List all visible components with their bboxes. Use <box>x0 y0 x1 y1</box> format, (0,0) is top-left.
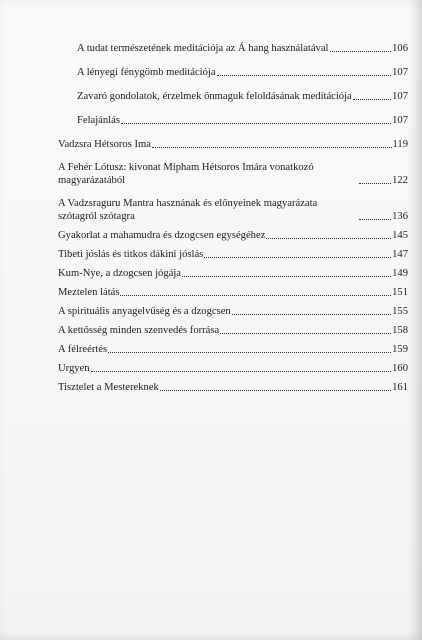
dot-leader <box>152 147 392 148</box>
toc-entry-title: A Fehér Lótusz: kivonat Mipham Hétsoros Imára vonatkozó magyarázatából <box>58 162 314 186</box>
toc-entry-page-number: 155 <box>392 306 408 317</box>
toc-entry-title: A kettősség minden szenvedés forrása <box>58 325 220 336</box>
toc-entry-title: Tibeti jóslás és titkos dákini jóslás <box>58 249 204 260</box>
dot-leader <box>91 371 392 372</box>
toc-entry-page-number: 159 <box>392 344 408 355</box>
toc-entry-title: Meztelen látás <box>58 287 120 298</box>
toc-entry <box>58 161 408 187</box>
toc-entry-page-number: 158 <box>392 325 408 336</box>
dot-leader <box>232 314 391 315</box>
toc-entry-page-number: 119 <box>392 139 408 150</box>
toc-entry-page-number: 151 <box>392 287 408 298</box>
toc-entry-page-number: 136 <box>392 211 408 222</box>
dot-leader <box>330 51 392 52</box>
toc-entry-title: Gyakorlat a mahamudra és dzogcsen egységéhez <box>58 230 266 241</box>
toc-entry <box>58 362 408 375</box>
dot-leader <box>120 295 391 296</box>
dot-leader <box>121 123 391 124</box>
toc-entry-page-number: 107 <box>392 115 408 126</box>
dot-leader <box>359 219 391 220</box>
dot-leader <box>359 183 391 184</box>
toc-entry-title: Zavaró gondolatok, érzelmek önmaguk feloldásának meditációja <box>77 91 352 102</box>
toc-entry-title: Tisztelet a Mestereknek <box>58 382 159 393</box>
dot-leader <box>266 238 391 239</box>
dot-leader <box>217 75 392 76</box>
toc-entry <box>58 248 408 261</box>
dot-leader <box>160 390 391 391</box>
toc-entry <box>58 381 408 394</box>
dot-leader <box>108 352 391 353</box>
toc-entry-page-number: 107 <box>392 67 408 78</box>
toc-entry <box>58 324 408 337</box>
toc-entry <box>58 343 408 356</box>
toc-entry-page-number: 161 <box>392 382 408 393</box>
toc-entry <box>58 90 408 103</box>
toc-entry-title: A spirituális anyagelvűség és a dzogcsen <box>58 306 231 317</box>
toc-entry-title: Kum-Nye, a dzogcsen jógája <box>58 268 181 279</box>
toc-entry-page-number: 122 <box>392 175 408 186</box>
toc-entry-title: A félreértés <box>58 344 108 355</box>
toc-entry <box>58 197 408 223</box>
toc-entry-page-number: 149 <box>392 268 408 279</box>
toc-entry <box>58 42 408 55</box>
toc-entry-page-number: 106 <box>392 43 408 54</box>
dot-leader <box>182 276 391 277</box>
toc-entry-title: A lényegi fénygömb meditációja <box>77 67 216 78</box>
toc-entry-title: Urgyen <box>58 363 90 374</box>
toc-entry-page-number: 107 <box>392 91 408 102</box>
toc-entry <box>58 305 408 318</box>
toc-entry-title: Vadzsra Hétsoros Ima <box>58 139 151 150</box>
toc-entry <box>58 286 408 299</box>
toc-entry <box>58 66 408 79</box>
dot-leader <box>220 333 391 334</box>
toc-entry-page-number: 147 <box>392 249 408 260</box>
toc-entry-title: A Vadzsraguru Mantra hasznának és előnyeinek magyarázata szótagról szótagra <box>58 198 318 222</box>
toc-entry-title: A tudat természetének meditációja az Á hang használatával <box>77 43 329 54</box>
dot-leader <box>353 99 391 100</box>
toc-entry <box>58 229 408 242</box>
toc-entry <box>58 267 408 280</box>
toc-entry-page-number: 145 <box>392 230 408 241</box>
toc-entry-title: Felajánlás <box>77 115 120 126</box>
toc-entry <box>58 114 408 127</box>
toc-entry-page-number: 160 <box>392 363 408 374</box>
dot-leader <box>204 257 391 258</box>
toc-entry <box>58 138 408 151</box>
table-of-contents <box>58 42 408 394</box>
